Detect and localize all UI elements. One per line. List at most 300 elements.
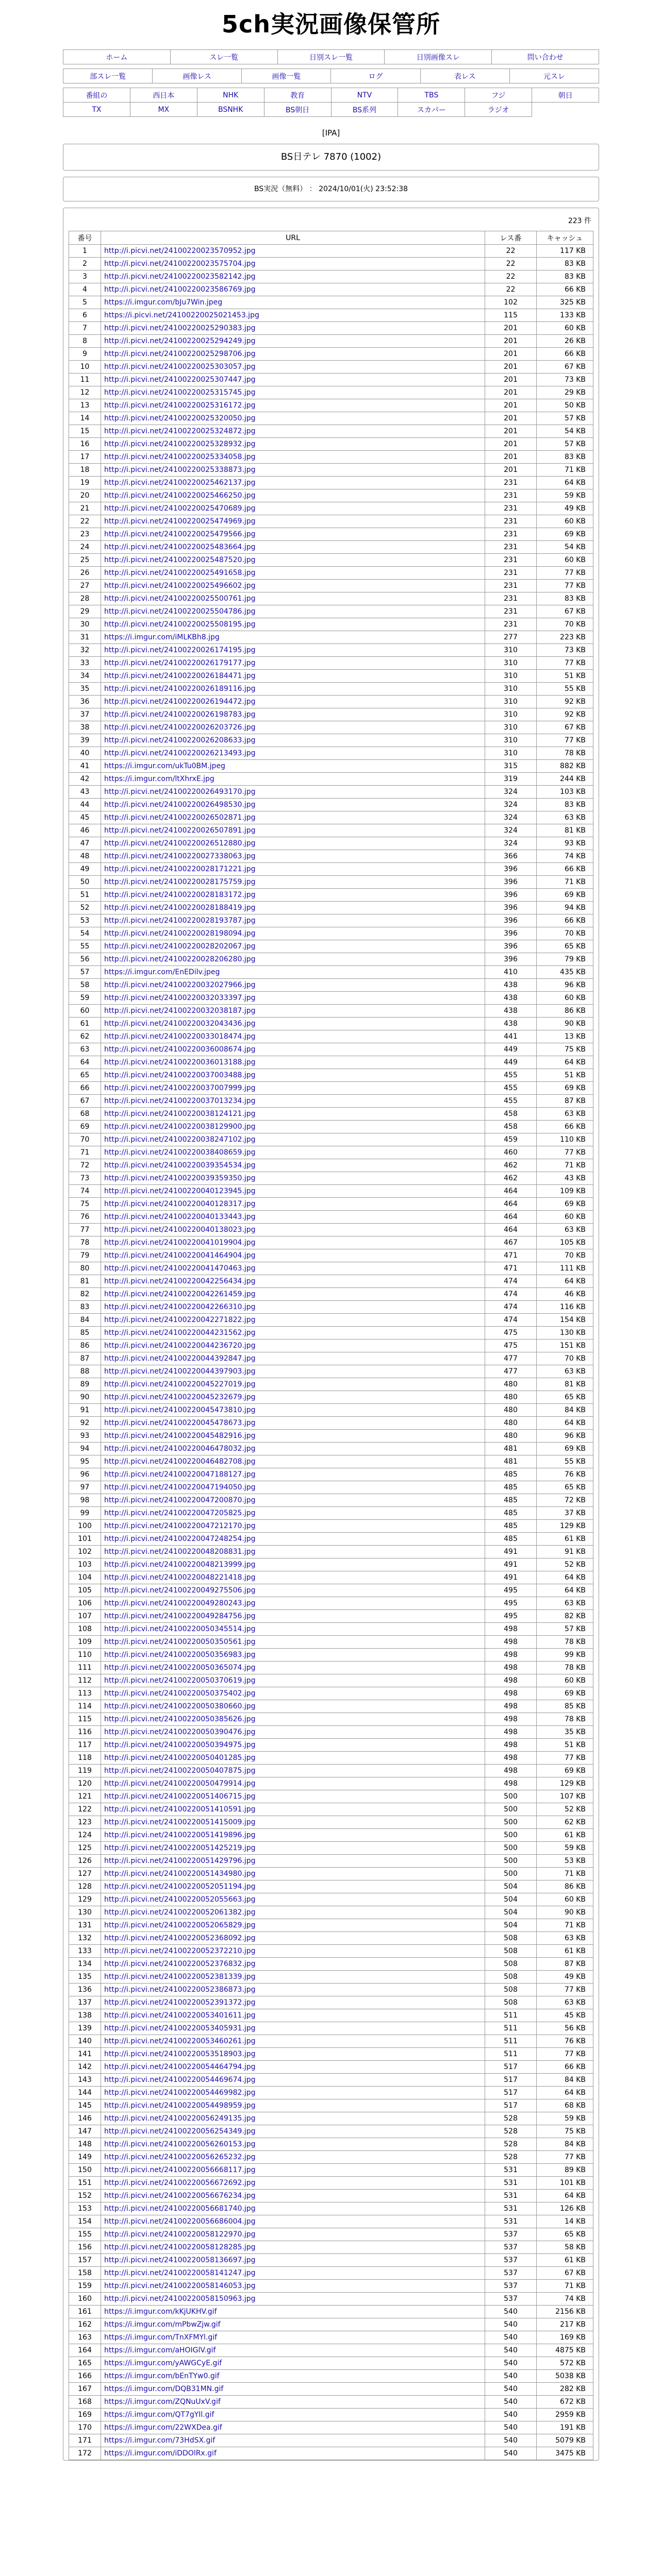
cache-size-link[interactable]: 3475 KB xyxy=(537,2447,593,2460)
image-url-link[interactable]: http://i.picvi.net/24100220032027966.jpg xyxy=(101,979,485,992)
image-url-link[interactable]: https://i.imgur.com/ukTu0BM.jpeg xyxy=(101,760,485,773)
cache-size-link[interactable]: 77 KB xyxy=(537,734,593,747)
res-number-link[interactable]: 508 xyxy=(485,1945,537,1958)
res-number-link[interactable]: 504 xyxy=(485,1906,537,1919)
res-number-link[interactable]: 540 xyxy=(485,2370,537,2383)
cache-size-link[interactable]: 71 KB xyxy=(537,1159,593,1172)
res-number-link[interactable]: 531 xyxy=(485,2215,537,2228)
res-number-link[interactable]: 324 xyxy=(485,824,537,837)
cache-size-link[interactable]: 325 KB xyxy=(537,296,593,309)
image-url-link[interactable]: https://i.imgur.com/aHOIGlV.gif xyxy=(101,2344,485,2357)
res-number-link[interactable]: 201 xyxy=(485,425,537,438)
image-url-link[interactable]: http://i.picvi.net/24100220053460261.jpg xyxy=(101,2035,485,2048)
res-number-link[interactable]: 324 xyxy=(485,811,537,824)
image-url-link[interactable]: http://i.picvi.net/24100220025320050.jpg xyxy=(101,412,485,425)
cache-size-link[interactable]: 70 KB xyxy=(537,618,593,631)
image-url-link[interactable]: http://i.picvi.net/24100220038408659.jpg xyxy=(101,1146,485,1159)
cache-size-link[interactable]: 99 KB xyxy=(537,1649,593,1662)
res-number-link[interactable]: 508 xyxy=(485,1971,537,1984)
cache-size-link[interactable]: 37 KB xyxy=(537,1507,593,1520)
cache-size-link[interactable]: 71 KB xyxy=(537,876,593,889)
image-url-link[interactable]: http://i.picvi.net/24100220058141247.jpg xyxy=(101,2267,485,2280)
cache-size-link[interactable]: 882 KB xyxy=(537,760,593,773)
cache-size-link[interactable]: 77 KB xyxy=(537,1984,593,1996)
nav-link-row3-2[interactable]: NHK xyxy=(197,88,264,103)
cache-size-link[interactable]: 58 KB xyxy=(537,2241,593,2254)
image-url-link[interactable]: https://i.imgur.com/yAWGCyE.gif xyxy=(101,2357,485,2370)
res-number-link[interactable]: 528 xyxy=(485,2125,537,2138)
cache-size-link[interactable]: 151 KB xyxy=(537,1340,593,1352)
cache-size-link[interactable]: 51 KB xyxy=(537,1739,593,1752)
cache-size-link[interactable]: 84 KB xyxy=(537,2138,593,2151)
image-url-link[interactable]: http://i.picvi.net/24100220040123945.jpg xyxy=(101,1185,485,1198)
res-number-link[interactable]: 508 xyxy=(485,1958,537,1971)
res-number-link[interactable]: 449 xyxy=(485,1056,537,1069)
res-number-link[interactable]: 366 xyxy=(485,850,537,863)
image-url-link[interactable]: http://i.picvi.net/24100220045482916.jpg xyxy=(101,1430,485,1443)
image-url-link[interactable]: http://i.picvi.net/24100220026213493.jpg xyxy=(101,747,485,760)
cache-size-link[interactable]: 67 KB xyxy=(537,721,593,734)
cache-size-link[interactable]: 66 KB xyxy=(537,348,593,361)
image-url-link[interactable]: http://i.picvi.net/24100220050385626.jpg xyxy=(101,1713,485,1726)
image-url-link[interactable]: http://i.picvi.net/24100220048208831.jpg xyxy=(101,1546,485,1558)
cache-size-link[interactable]: 64 KB xyxy=(537,1056,593,1069)
cache-size-link[interactable]: 61 KB xyxy=(537,2254,593,2267)
image-url-link[interactable]: http://i.picvi.net/24100220023586769.jpg xyxy=(101,283,485,296)
image-url-link[interactable]: https://i.imgur.com/ltXhrxE.jpg xyxy=(101,773,485,786)
image-url-link[interactable]: http://i.picvi.net/24100220047194050.jpg xyxy=(101,1481,485,1494)
res-number-link[interactable]: 201 xyxy=(485,386,537,399)
cache-size-link[interactable]: 84 KB xyxy=(537,1404,593,1417)
res-number-link[interactable]: 498 xyxy=(485,1726,537,1739)
res-number-link[interactable]: 480 xyxy=(485,1417,537,1430)
cache-size-link[interactable]: 35 KB xyxy=(537,1726,593,1739)
cache-size-link[interactable]: 69 KB xyxy=(537,1765,593,1777)
cache-size-link[interactable]: 87 KB xyxy=(537,1095,593,1108)
cache-size-link[interactable]: 69 KB xyxy=(537,1443,593,1455)
cache-size-link[interactable]: 13 KB xyxy=(537,1030,593,1043)
cache-size-link[interactable]: 77 KB xyxy=(537,1752,593,1765)
image-url-link[interactable]: https://i.imgur.com/bJu7Win.jpeg xyxy=(101,296,485,309)
image-url-link[interactable]: http://i.picvi.net/24100220053518903.jpg xyxy=(101,2048,485,2061)
image-url-link[interactable]: http://i.picvi.net/24100220045478673.jpg xyxy=(101,1417,485,1430)
cache-size-link[interactable]: 60 KB xyxy=(537,992,593,1005)
cache-size-link[interactable]: 64 KB xyxy=(537,2087,593,2099)
cache-size-link[interactable]: 65 KB xyxy=(537,940,593,953)
cache-size-link[interactable]: 96 KB xyxy=(537,1430,593,1443)
res-number-link[interactable]: 231 xyxy=(485,515,537,528)
cache-size-link[interactable]: 77 KB xyxy=(537,657,593,670)
cache-size-link[interactable]: 57 KB xyxy=(537,412,593,425)
nav-link-row2-2[interactable]: 画像一覧 xyxy=(242,69,331,83)
res-number-link[interactable]: 102 xyxy=(485,296,537,309)
res-number-link[interactable]: 231 xyxy=(485,528,537,541)
cache-size-link[interactable]: 89 KB xyxy=(537,2164,593,2177)
res-number-link[interactable]: 231 xyxy=(485,580,537,592)
image-url-link[interactable]: http://i.picvi.net/24100220023575704.jpg xyxy=(101,258,485,270)
image-url-link[interactable]: http://i.picvi.net/24100220046478032.jpg xyxy=(101,1443,485,1455)
image-url-link[interactable]: http://i.picvi.net/24100220052055663.jpg xyxy=(101,1893,485,1906)
image-url-link[interactable]: http://i.picvi.net/24100220050380660.jpg xyxy=(101,1700,485,1713)
image-url-link[interactable]: http://i.picvi.net/24100220044236720.jpg xyxy=(101,1340,485,1352)
image-url-link[interactable]: http://i.picvi.net/24100220050356983.jpg xyxy=(101,1649,485,1662)
image-url-link[interactable]: http://i.picvi.net/24100220047200870.jpg xyxy=(101,1494,485,1507)
image-url-link[interactable]: http://i.picvi.net/24100220056672692.jpg xyxy=(101,2177,485,2190)
image-url-link[interactable]: http://i.picvi.net/24100220025307447.jpg xyxy=(101,374,485,386)
cache-size-link[interactable]: 85 KB xyxy=(537,1700,593,1713)
image-url-link[interactable]: http://i.picvi.net/24100220053401611.jpg xyxy=(101,2009,485,2022)
cache-size-link[interactable]: 103 KB xyxy=(537,786,593,799)
image-url-link[interactable]: http://i.picvi.net/24100220025316172.jpg xyxy=(101,399,485,412)
nav-link-row4-1[interactable]: MX xyxy=(130,103,197,117)
res-number-link[interactable]: 231 xyxy=(485,477,537,489)
cache-size-link[interactable]: 91 KB xyxy=(537,1546,593,1558)
image-url-link[interactable]: http://i.picvi.net/24100220054469982.jpg xyxy=(101,2087,485,2099)
res-number-link[interactable]: 500 xyxy=(485,1868,537,1880)
res-number-link[interactable]: 324 xyxy=(485,799,537,811)
image-url-link[interactable]: http://i.picvi.net/24100220045227019.jpg xyxy=(101,1378,485,1391)
res-number-link[interactable]: 531 xyxy=(485,2177,537,2190)
image-url-link[interactable]: http://i.picvi.net/24100220025324872.jpg xyxy=(101,425,485,438)
image-url-link[interactable]: http://i.picvi.net/24100220028206280.jpg xyxy=(101,953,485,966)
image-url-link[interactable]: http://i.picvi.net/24100220026189116.jpg xyxy=(101,683,485,696)
image-url-link[interactable]: http://i.picvi.net/24100220026179177.jpg xyxy=(101,657,485,670)
cache-size-link[interactable]: 60 KB xyxy=(537,1674,593,1687)
cache-size-link[interactable]: 54 KB xyxy=(537,541,593,554)
cache-size-link[interactable]: 67 KB xyxy=(537,2267,593,2280)
res-number-link[interactable]: 277 xyxy=(485,631,537,644)
cache-size-link[interactable]: 86 KB xyxy=(537,1880,593,1893)
image-url-link[interactable]: http://i.picvi.net/24100220050350561.jpg xyxy=(101,1636,485,1649)
res-number-link[interactable]: 498 xyxy=(485,1636,537,1649)
res-number-link[interactable]: 511 xyxy=(485,2035,537,2048)
cache-size-link[interactable]: 71 KB xyxy=(537,1919,593,1932)
res-number-link[interactable]: 498 xyxy=(485,1623,537,1636)
nav-link-row3-7[interactable]: 朝日 xyxy=(532,88,599,103)
image-url-link[interactable]: http://i.picvi.net/24100220051406715.jpg xyxy=(101,1790,485,1803)
image-url-link[interactable]: http://i.picvi.net/24100220036013188.jpg xyxy=(101,1056,485,1069)
cache-size-link[interactable]: 51 KB xyxy=(537,670,593,683)
res-number-link[interactable]: 485 xyxy=(485,1507,537,1520)
image-url-link[interactable]: http://i.picvi.net/24100220037003488.jpg xyxy=(101,1069,485,1082)
res-number-link[interactable]: 231 xyxy=(485,489,537,502)
cache-size-link[interactable]: 49 KB xyxy=(537,1971,593,1984)
cache-size-link[interactable]: 26 KB xyxy=(537,335,593,348)
res-number-link[interactable]: 481 xyxy=(485,1443,537,1455)
nav-link-row4-5[interactable]: スカパー xyxy=(398,103,465,117)
cache-size-link[interactable]: 73 KB xyxy=(537,644,593,657)
image-url-link[interactable]: http://i.picvi.net/24100220026507891.jpg xyxy=(101,824,485,837)
image-url-link[interactable]: http://i.picvi.net/24100220048221418.jpg xyxy=(101,1571,485,1584)
res-number-link[interactable]: 396 xyxy=(485,863,537,876)
image-url-link[interactable]: http://i.picvi.net/24100220042261459.jpg xyxy=(101,1288,485,1301)
cache-size-link[interactable]: 65 KB xyxy=(537,1481,593,1494)
cache-size-link[interactable]: 101 KB xyxy=(537,2177,593,2190)
res-number-link[interactable]: 310 xyxy=(485,683,537,696)
image-url-link[interactable]: http://i.picvi.net/24100220054464794.jpg xyxy=(101,2061,485,2074)
res-number-link[interactable]: 517 xyxy=(485,2099,537,2112)
image-url-link[interactable]: http://i.picvi.net/24100220051415009.jpg xyxy=(101,1816,485,1829)
thread-title[interactable]: BS日テレ 7870 (1002) xyxy=(63,144,599,171)
res-number-link[interactable]: 396 xyxy=(485,953,537,966)
image-url-link[interactable]: http://i.picvi.net/24100220026174195.jpg xyxy=(101,644,485,657)
res-number-link[interactable]: 480 xyxy=(485,1378,537,1391)
cache-size-link[interactable]: 111 KB xyxy=(537,1262,593,1275)
cache-size-link[interactable]: 61 KB xyxy=(537,1945,593,1958)
res-number-link[interactable]: 540 xyxy=(485,2318,537,2331)
image-url-link[interactable]: https://i.imgur.com/iMLKBh8.jpg xyxy=(101,631,485,644)
cache-size-link[interactable]: 90 KB xyxy=(537,1018,593,1030)
res-number-link[interactable]: 324 xyxy=(485,837,537,850)
nav-link-row3-4[interactable]: NTV xyxy=(331,88,398,103)
image-url-link[interactable]: http://i.picvi.net/24100220050345514.jpg xyxy=(101,1623,485,1636)
image-url-link[interactable]: https://i.imgur.com/73HdSX.gif xyxy=(101,2434,485,2447)
image-url-link[interactable]: http://i.picvi.net/24100220026198783.jpg xyxy=(101,708,485,721)
cache-size-link[interactable]: 5079 KB xyxy=(537,2434,593,2447)
res-number-link[interactable]: 508 xyxy=(485,1984,537,1996)
cache-size-link[interactable]: 83 KB xyxy=(537,270,593,283)
image-url-link[interactable]: http://i.picvi.net/24100220026203726.jpg xyxy=(101,721,485,734)
image-url-link[interactable]: https://i.imgur.com/TnXFMYl.gif xyxy=(101,2331,485,2344)
res-number-link[interactable]: 475 xyxy=(485,1327,537,1340)
image-url-link[interactable]: https://i.imgur.com/ZQNuUxV.gif xyxy=(101,2396,485,2409)
cache-size-link[interactable]: 672 KB xyxy=(537,2396,593,2409)
image-url-link[interactable]: http://i.picvi.net/24100220028202067.jpg xyxy=(101,940,485,953)
res-number-link[interactable]: 460 xyxy=(485,1146,537,1159)
image-url-link[interactable]: http://i.picvi.net/24100220051425219.jpg xyxy=(101,1842,485,1855)
res-number-link[interactable]: 540 xyxy=(485,2383,537,2396)
res-number-link[interactable]: 231 xyxy=(485,502,537,515)
res-number-link[interactable]: 498 xyxy=(485,1662,537,1674)
image-url-link[interactable]: http://i.picvi.net/24100220026502871.jpg xyxy=(101,811,485,824)
cache-size-link[interactable]: 69 KB xyxy=(537,528,593,541)
image-url-link[interactable]: http://i.picvi.net/24100220045473810.jpg xyxy=(101,1404,485,1417)
cache-size-link[interactable]: 4875 KB xyxy=(537,2344,593,2357)
res-number-link[interactable]: 458 xyxy=(485,1121,537,1133)
res-number-link[interactable]: 438 xyxy=(485,1018,537,1030)
nav-link-row1-1[interactable]: スレ一覧 xyxy=(170,50,277,64)
image-url-link[interactable]: http://i.picvi.net/24100220025294249.jpg xyxy=(101,335,485,348)
image-url-link[interactable]: https://i.imgur.com/EnEDilv.jpeg xyxy=(101,966,485,979)
res-number-link[interactable]: 531 xyxy=(485,2202,537,2215)
cache-size-link[interactable]: 63 KB xyxy=(537,1597,593,1610)
cache-size-link[interactable]: 49 KB xyxy=(537,502,593,515)
cache-size-link[interactable]: 64 KB xyxy=(537,2190,593,2202)
res-number-link[interactable]: 396 xyxy=(485,940,537,953)
res-number-link[interactable]: 201 xyxy=(485,335,537,348)
res-number-link[interactable]: 508 xyxy=(485,1932,537,1945)
res-number-link[interactable]: 474 xyxy=(485,1314,537,1327)
res-number-link[interactable]: 201 xyxy=(485,464,537,477)
image-url-link[interactable]: http://i.picvi.net/24100220025487520.jpg xyxy=(101,554,485,567)
res-number-link[interactable]: 455 xyxy=(485,1095,537,1108)
image-url-link[interactable]: http://i.picvi.net/24100220045232679.jpg xyxy=(101,1391,485,1404)
image-url-link[interactable]: http://i.picvi.net/24100220025491658.jpg xyxy=(101,567,485,580)
image-url-link[interactable]: https://i.picvi.net/24100220025021453.jpg xyxy=(101,309,485,322)
res-number-link[interactable]: 500 xyxy=(485,1855,537,1868)
image-url-link[interactable]: https://i.imgur.com/iDDOlRx.gif xyxy=(101,2447,485,2460)
image-url-link[interactable]: http://i.picvi.net/24100220051410591.jpg xyxy=(101,1803,485,1816)
res-number-link[interactable]: 485 xyxy=(485,1533,537,1546)
image-url-link[interactable]: http://i.picvi.net/24100220025338873.jpg xyxy=(101,464,485,477)
res-number-link[interactable]: 485 xyxy=(485,1494,537,1507)
cache-size-link[interactable]: 109 KB xyxy=(537,1185,593,1198)
image-url-link[interactable]: http://i.picvi.net/24100220052386873.jpg xyxy=(101,1984,485,1996)
res-number-link[interactable]: 495 xyxy=(485,1597,537,1610)
cache-size-link[interactable]: 61 KB xyxy=(537,1533,593,1546)
res-number-link[interactable]: 491 xyxy=(485,1546,537,1558)
res-number-link[interactable]: 464 xyxy=(485,1224,537,1236)
res-number-link[interactable]: 310 xyxy=(485,721,537,734)
cache-size-link[interactable]: 435 KB xyxy=(537,966,593,979)
cache-size-link[interactable]: 63 KB xyxy=(537,1996,593,2009)
res-number-link[interactable]: 310 xyxy=(485,708,537,721)
cache-size-link[interactable]: 69 KB xyxy=(537,1198,593,1211)
image-url-link[interactable]: http://i.picvi.net/24100220049275506.jpg xyxy=(101,1584,485,1597)
cache-size-link[interactable]: 70 KB xyxy=(537,1249,593,1262)
image-url-link[interactable]: http://i.picvi.net/24100220058146053.jpg xyxy=(101,2280,485,2293)
cache-size-link[interactable]: 244 KB xyxy=(537,773,593,786)
res-number-link[interactable]: 462 xyxy=(485,1172,537,1185)
image-url-link[interactable]: http://i.picvi.net/24100220050375402.jpg xyxy=(101,1687,485,1700)
image-url-link[interactable]: http://i.picvi.net/24100220040128317.jpg xyxy=(101,1198,485,1211)
res-number-link[interactable]: 201 xyxy=(485,374,537,386)
image-url-link[interactable]: http://i.picvi.net/24100220051419896.jpg xyxy=(101,1829,485,1842)
nav-link-row1-4[interactable]: 問い合わせ xyxy=(492,50,599,64)
image-url-link[interactable]: http://i.picvi.net/24100220040133443.jpg xyxy=(101,1211,485,1224)
nav-link-row3-5[interactable]: TBS xyxy=(398,88,465,103)
cache-size-link[interactable]: 94 KB xyxy=(537,902,593,914)
cache-size-link[interactable]: 64 KB xyxy=(537,1584,593,1597)
image-url-link[interactable]: http://i.picvi.net/24100220041019904.jpg xyxy=(101,1236,485,1249)
cache-size-link[interactable]: 75 KB xyxy=(537,2125,593,2138)
res-number-link[interactable]: 540 xyxy=(485,2331,537,2344)
res-number-link[interactable]: 500 xyxy=(485,1816,537,1829)
res-number-link[interactable]: 528 xyxy=(485,2138,537,2151)
image-url-link[interactable]: http://i.picvi.net/24100220050407875.jpg xyxy=(101,1765,485,1777)
image-url-link[interactable]: http://i.picvi.net/24100220050394975.jpg xyxy=(101,1739,485,1752)
cache-size-link[interactable]: 63 KB xyxy=(537,1932,593,1945)
image-url-link[interactable]: http://i.picvi.net/24100220052061382.jpg xyxy=(101,1906,485,1919)
res-number-link[interactable]: 511 xyxy=(485,2022,537,2035)
image-url-link[interactable]: http://i.picvi.net/24100220050370619.jpg xyxy=(101,1674,485,1687)
cache-size-link[interactable]: 71 KB xyxy=(537,464,593,477)
res-number-link[interactable]: 201 xyxy=(485,412,537,425)
image-url-link[interactable]: http://i.picvi.net/24100220042266310.jpg xyxy=(101,1301,485,1314)
cache-size-link[interactable]: 130 KB xyxy=(537,1327,593,1340)
cache-size-link[interactable]: 77 KB xyxy=(537,2048,593,2061)
cache-size-link[interactable]: 75 KB xyxy=(537,1043,593,1056)
image-url-link[interactable]: http://i.picvi.net/24100220028188419.jpg xyxy=(101,902,485,914)
image-url-link[interactable]: http://i.picvi.net/24100220033018474.jpg xyxy=(101,1030,485,1043)
image-url-link[interactable]: http://i.picvi.net/24100220025470689.jpg xyxy=(101,502,485,515)
image-url-link[interactable]: http://i.picvi.net/24100220025466250.jpg xyxy=(101,489,485,502)
res-number-link[interactable]: 540 xyxy=(485,2344,537,2357)
cache-size-link[interactable]: 68 KB xyxy=(537,2099,593,2112)
cache-size-link[interactable]: 69 KB xyxy=(537,1687,593,1700)
cache-size-link[interactable]: 66 KB xyxy=(537,914,593,927)
nav-link-row4-2[interactable]: BSNHK xyxy=(197,103,264,117)
res-number-link[interactable]: 201 xyxy=(485,361,537,374)
cache-size-link[interactable]: 63 KB xyxy=(537,1108,593,1121)
image-url-link[interactable]: https://i.imgur.com/bEnTYw0.gif xyxy=(101,2370,485,2383)
image-url-link[interactable]: http://i.picvi.net/24100220026493170.jpg xyxy=(101,786,485,799)
cache-size-link[interactable]: 169 KB xyxy=(537,2331,593,2344)
cache-size-link[interactable]: 60 KB xyxy=(537,322,593,335)
res-number-link[interactable]: 464 xyxy=(485,1211,537,1224)
cache-size-link[interactable]: 67 KB xyxy=(537,605,593,618)
image-url-link[interactable]: http://i.picvi.net/24100220052065829.jpg xyxy=(101,1919,485,1932)
image-url-link[interactable]: http://i.picvi.net/24100220051429796.jpg xyxy=(101,1855,485,1868)
cache-size-link[interactable]: 43 KB xyxy=(537,1172,593,1185)
image-url-link[interactable]: http://i.picvi.net/24100220041470463.jpg xyxy=(101,1262,485,1275)
image-url-link[interactable]: http://i.picvi.net/24100220058128285.jpg xyxy=(101,2241,485,2254)
res-number-link[interactable]: 528 xyxy=(485,2112,537,2125)
res-number-link[interactable]: 22 xyxy=(485,245,537,258)
image-url-link[interactable]: http://i.picvi.net/24100220038247102.jpg xyxy=(101,1133,485,1146)
image-url-link[interactable]: http://i.picvi.net/24100220058122970.jpg xyxy=(101,2228,485,2241)
res-number-link[interactable]: 22 xyxy=(485,283,537,296)
cache-size-link[interactable]: 73 KB xyxy=(537,374,593,386)
image-url-link[interactable]: https://i.imgur.com/kKjUKHV.gif xyxy=(101,2306,485,2318)
res-number-link[interactable]: 498 xyxy=(485,1765,537,1777)
cache-size-link[interactable]: 59 KB xyxy=(537,489,593,502)
nav-link-row4-3[interactable]: BS朝日 xyxy=(264,103,331,117)
cache-size-link[interactable]: 65 KB xyxy=(537,2228,593,2241)
res-number-link[interactable]: 310 xyxy=(485,644,537,657)
image-url-link[interactable]: https://i.imgur.com/QT7gYIl.gif xyxy=(101,2409,485,2421)
res-number-link[interactable]: 498 xyxy=(485,1649,537,1662)
image-url-link[interactable]: http://i.picvi.net/24100220028183172.jpg xyxy=(101,889,485,902)
cache-size-link[interactable]: 69 KB xyxy=(537,1082,593,1095)
cache-size-link[interactable]: 60 KB xyxy=(537,515,593,528)
cache-size-link[interactable]: 60 KB xyxy=(537,554,593,567)
cache-size-link[interactable]: 83 KB xyxy=(537,799,593,811)
cache-size-link[interactable]: 14 KB xyxy=(537,2215,593,2228)
nav-link-row4-0[interactable]: TX xyxy=(63,103,130,117)
cache-size-link[interactable]: 70 KB xyxy=(537,927,593,940)
image-url-link[interactable]: http://i.picvi.net/24100220052368092.jpg xyxy=(101,1932,485,1945)
image-url-link[interactable]: http://i.picvi.net/24100220050365074.jpg xyxy=(101,1662,485,1674)
res-number-link[interactable]: 310 xyxy=(485,734,537,747)
res-number-link[interactable]: 396 xyxy=(485,876,537,889)
res-number-link[interactable]: 480 xyxy=(485,1404,537,1417)
res-number-link[interactable]: 201 xyxy=(485,348,537,361)
res-number-link[interactable]: 508 xyxy=(485,1996,537,2009)
res-number-link[interactable]: 464 xyxy=(485,1185,537,1198)
cache-size-link[interactable]: 87 KB xyxy=(537,1958,593,1971)
cache-size-link[interactable]: 2959 KB xyxy=(537,2409,593,2421)
res-number-link[interactable]: 481 xyxy=(485,1455,537,1468)
res-number-link[interactable]: 231 xyxy=(485,554,537,567)
image-url-link[interactable]: http://i.picvi.net/24100220047188127.jpg xyxy=(101,1468,485,1481)
image-url-link[interactable]: http://i.picvi.net/24100220056686004.jpg xyxy=(101,2215,485,2228)
nav-link-row3-0[interactable]: 番組の xyxy=(63,88,130,103)
image-url-link[interactable]: http://i.picvi.net/24100220036008674.jpg xyxy=(101,1043,485,1056)
cache-size-link[interactable]: 81 KB xyxy=(537,824,593,837)
res-number-link[interactable]: 528 xyxy=(485,2151,537,2164)
cache-size-link[interactable]: 76 KB xyxy=(537,1468,593,1481)
image-url-link[interactable]: https://i.imgur.com/22WXDea.gif xyxy=(101,2421,485,2434)
cache-size-link[interactable]: 217 KB xyxy=(537,2318,593,2331)
res-number-link[interactable]: 459 xyxy=(485,1133,537,1146)
res-number-link[interactable]: 438 xyxy=(485,1005,537,1018)
res-number-link[interactable]: 396 xyxy=(485,914,537,927)
res-number-link[interactable]: 438 xyxy=(485,992,537,1005)
res-number-link[interactable]: 531 xyxy=(485,2190,537,2202)
cache-size-link[interactable]: 117 KB xyxy=(537,245,593,258)
image-url-link[interactable]: http://i.picvi.net/24100220026184471.jpg xyxy=(101,670,485,683)
